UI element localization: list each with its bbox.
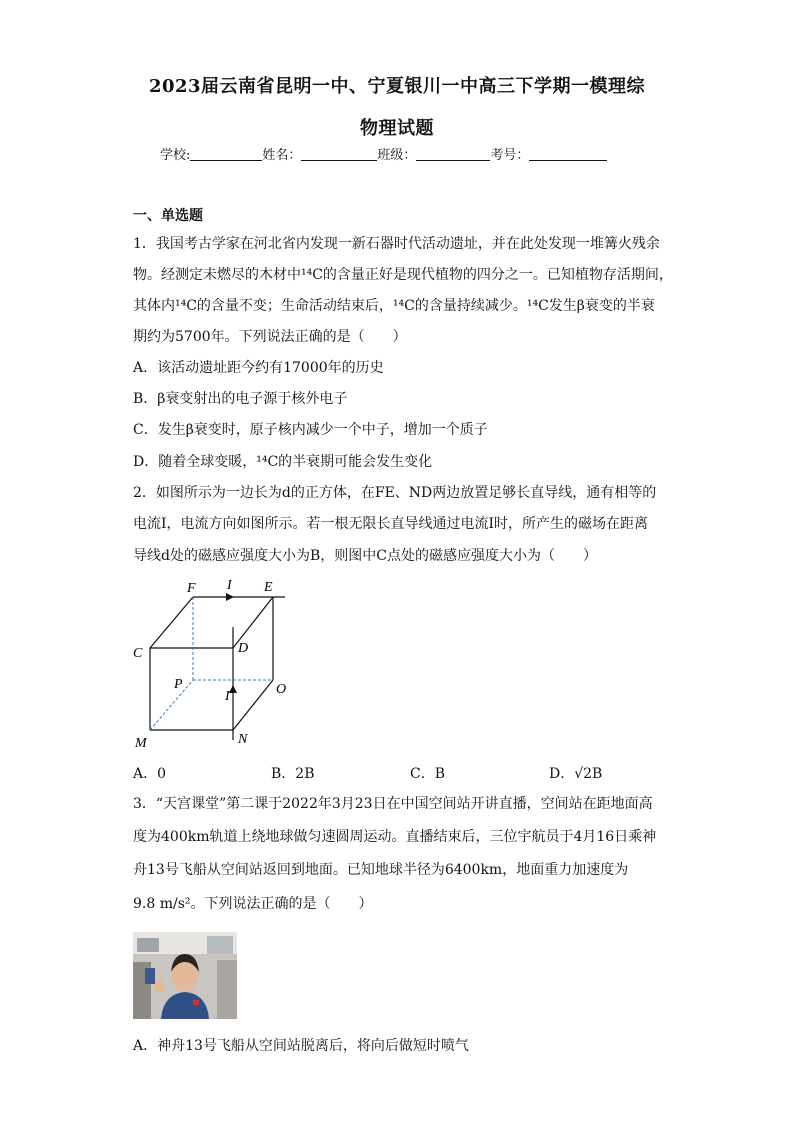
q3-line-1: 3．“天宫课堂”第二课于2022年3月23日在中国空间站开讲直播，空间站在距地面高 [133, 796, 653, 812]
q1-option-c[interactable]: C．发生β衰变时，原子核内减少一个中子，增加一个质子 [133, 422, 488, 438]
label-d: D [238, 641, 249, 656]
q1-line-1: 1．我国考古学家在河北省内发现一新石器时代活动遗址，并在此处发现一堆篝火残余 [133, 236, 660, 252]
label-c: C [133, 646, 143, 661]
q2-line-2: 电流I，电流方向如图所示。若一根无限长直导线通过电流I时，所产生的磁场在距离 [133, 516, 649, 532]
label-e: E [264, 580, 273, 595]
class-blank[interactable] [416, 147, 490, 161]
q1-option-d[interactable]: D．随着全球变暖，¹⁴C的半衰期可能会发生变化 [133, 454, 433, 470]
q2-option-d[interactable]: D．√2B [549, 766, 603, 782]
q2-option-a[interactable]: A．0 [133, 766, 167, 782]
q3-line-4: 9.8 m/s²。下列说法正确的是（ ） [133, 896, 373, 912]
q3-line-3: 舟13号飞船从空间站返回到地面。已知地球半径为6400km，地面重力加速度为 [133, 862, 629, 878]
arrow-vertical-current-icon [229, 685, 237, 693]
exam-title-line2: 物理试题 [360, 118, 434, 139]
section-heading: 一、单选题 [133, 208, 203, 224]
q3-option-a[interactable]: A．神舟13号飞船从空间站脱离后，将向后做短时喷气 [133, 1038, 469, 1054]
name-label: 姓名： [262, 148, 302, 163]
school-label: 学校: [160, 148, 191, 163]
label-i-mid: I [225, 689, 230, 704]
label-p: P [174, 677, 183, 692]
edge-cf [150, 597, 193, 648]
label-n: N [238, 732, 248, 747]
label-m: M [135, 736, 147, 750]
q2-line-1: 2．如图所示为一边长为d的正方体，在FE、ND两边放置足够长直导线，通有相等的 [133, 485, 657, 501]
q1-line-2: 物。经测定未燃尽的木材中¹⁴C的含量正好是现代植物的四分之一。已知植物存活期间， [133, 267, 673, 283]
cube-svg [130, 575, 300, 750]
q1-line-4: 期约为5700年。下列说法正确的是（ ） [133, 329, 407, 345]
school-blank[interactable] [190, 147, 262, 161]
hidden-edge-mp [150, 680, 193, 730]
q1-line-3: 其体内¹⁴C的含量不变；生命活动结束后，¹⁴C的含量持续减少。¹⁴C发生β衰变的半衰 [133, 298, 655, 314]
label-f: F [187, 581, 196, 596]
student-info-row [160, 144, 640, 163]
q1-option-a[interactable]: A．该活动遗址距今约有17000年的历史 [133, 360, 384, 376]
astronaut-photo-svg [133, 932, 237, 1019]
arrow-top-current-icon [226, 593, 234, 601]
label-i-top: I [227, 578, 232, 593]
label-o: O [276, 682, 287, 697]
cube-diagram [130, 575, 300, 750]
exam-number-blank[interactable] [529, 147, 607, 161]
class-label: 班级： [377, 148, 417, 163]
q2-option-b[interactable]: B．2B [271, 766, 315, 782]
exam-title-line1: 2023届云南省昆明一中、宁夏银川一中高三下学期一模理综 [148, 76, 646, 97]
edge-no [233, 680, 273, 730]
q3-line-2: 度为400km轨道上绕地球做匀速圆周运动。直播结束后，三位宇航员于4月16日乘神 [133, 829, 657, 845]
q2-line-3: 导线d处的磁感应强度大小为B，则图中C点处的磁感应强度大小为（ ） [133, 548, 597, 564]
q2-option-c[interactable]: C．B [410, 766, 445, 782]
q1-option-b[interactable]: B．β衰变射出的电子源于核外电子 [133, 391, 348, 407]
astronaut-photo [133, 932, 237, 1019]
name-blank[interactable] [301, 147, 377, 161]
exam-number-label: 考号： [490, 148, 530, 163]
